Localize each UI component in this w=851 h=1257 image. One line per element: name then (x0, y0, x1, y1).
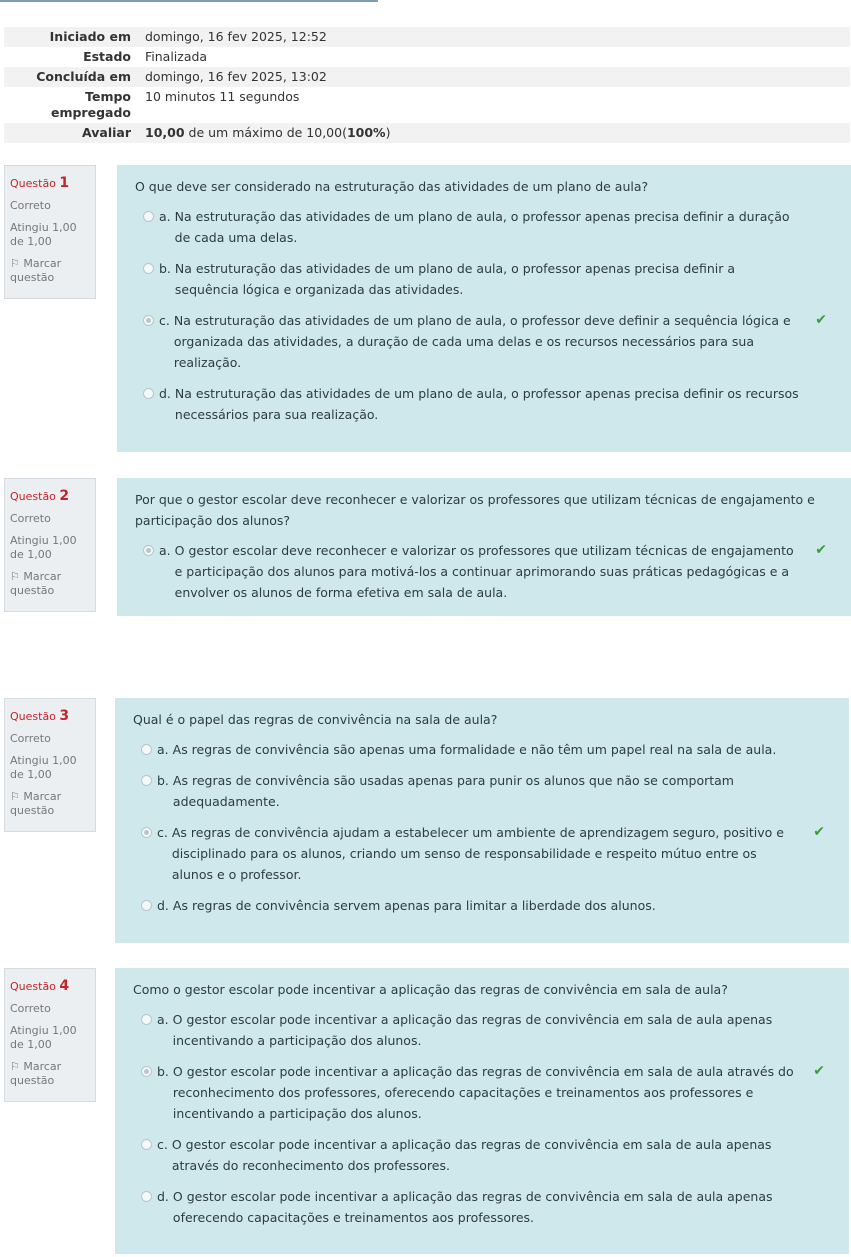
flag-icon: ⚐ (10, 570, 20, 583)
question-text: Por que o gestor escolar deve reconhecer e valorizar os professores que utilizam técnicas de engajamento e participação dos alunos? (135, 492, 815, 528)
summary-label: Iniciado em (49, 29, 131, 44)
summary-label: Tempo empregado (50, 89, 131, 120)
summary-value: domingo, 16 fev 2025, 13:02 (145, 69, 327, 84)
question-grade: Atingiu 1,00 de 1,00 (10, 1024, 77, 1051)
radio-button[interactable] (143, 263, 154, 274)
summary-label: Concluída em (36, 69, 131, 84)
summary-value: Finalizada (145, 49, 208, 64)
radio-button[interactable] (141, 1139, 152, 1150)
answer-option-selected[interactable]: a. O gestor escolar deve reconhecer e valorizar os professores que utilizam técnicas de engajamento e participação dos alunos para motivá-los a continuar aprimorando suas práticas pedagógicas e a envolver os alunos de forma efetiva em sala de aula. ✔ (135, 540, 837, 603)
flag-icon: ⚐ (10, 257, 20, 270)
correct-check-icon: ✔ (815, 312, 827, 328)
question-state: Correto (10, 512, 51, 525)
flag-question-button[interactable]: ⚐ Marcar questão (10, 1060, 62, 1087)
question-info (4, 165, 96, 299)
grade-close: ) (385, 125, 391, 140)
summary-value: 10 minutos 11 segundos (145, 89, 300, 104)
question-number: Questão 4 (10, 978, 70, 994)
question-text: O que deve ser considerado na estruturação das atividades de um plano de aula? (135, 179, 649, 194)
summary-label: Avaliar (82, 125, 131, 140)
attempt-summary (4, 27, 850, 143)
summary-label: Estado (83, 49, 131, 64)
question-number: Questão 3 (10, 708, 70, 724)
question-content (115, 698, 849, 943)
radio-button-checked[interactable] (143, 545, 154, 556)
summary-row-time (4, 87, 850, 123)
question-text: Como o gestor escolar pode incentivar a aplicação das regras de convivência em sala de aula? (133, 982, 728, 997)
answer-option[interactable]: a. Na estruturação das atividades de um plano de aula, o professor apenas precisa definir a duração de cada uma delas. (135, 206, 837, 248)
question-info (4, 478, 96, 612)
summary-value (131, 123, 850, 143)
radio-button[interactable] (141, 900, 152, 911)
summary-row-grade (4, 123, 850, 143)
grade-percent: 100% (346, 125, 386, 140)
question-number: Questão 2 (10, 488, 70, 504)
radio-button[interactable] (141, 1191, 152, 1202)
question-info (4, 698, 96, 832)
question-state: Correto (10, 1002, 51, 1015)
answer-option[interactable]: d. As regras de convivência servem apenas para limitar a liberdade dos alunos. (133, 895, 835, 916)
answer-option-selected[interactable]: c. As regras de convivência ajudam a estabelecer um ambiente de aprendizagem seguro, positivo e disciplinado para os alunos, criando um senso de responsabilidade e respeito mútuo entre os alunos e o professor. ✔ (133, 822, 835, 885)
flag-question-button[interactable]: ⚐ Marcar questão (10, 570, 62, 597)
question-grade: Atingiu 1,00 de 1,00 (10, 221, 77, 248)
answer-option[interactable]: a. O gestor escolar pode incentivar a aplicação das regras de convivência em sala de aula apenas incentivando a participação dos alunos. (133, 1009, 835, 1051)
summary-row-state (4, 47, 850, 67)
summary-row-completed (4, 67, 850, 87)
grade-value: 10,00 (145, 125, 185, 140)
answer-option[interactable]: d. Na estruturação das atividades de um plano de aula, o professor apenas precisa definir os recursos necessários para sua realização. (135, 383, 837, 425)
question-content (115, 968, 849, 1254)
flag-icon: ⚐ (10, 790, 20, 803)
question-grade: Atingiu 1,00 de 1,00 (10, 754, 77, 781)
summary-row-started (4, 27, 850, 47)
question-state: Correto (10, 199, 51, 212)
top-divider (0, 0, 378, 2)
question-content (117, 478, 851, 616)
radio-button[interactable] (143, 211, 154, 222)
grade-suffix: de um máximo de 10,00( (184, 125, 347, 140)
radio-button[interactable] (143, 388, 154, 399)
question-number: Questão 1 (10, 175, 70, 191)
answer-option[interactable]: b. Na estruturação das atividades de um plano de aula, o professor apenas precisa definir a sequência lógica e organizada das atividades. (135, 258, 837, 300)
radio-button[interactable] (141, 744, 152, 755)
radio-button-checked[interactable] (143, 315, 154, 326)
question-info (4, 968, 96, 1102)
question-content (117, 165, 851, 452)
answer-option-selected[interactable]: b. O gestor escolar pode incentivar a aplicação das regras de convivência em sala de aula através do reconhecimento dos professores, oferecendo capacitações e treinamentos aos professores e incentivando a participação dos alunos. ✔ (133, 1061, 835, 1124)
answer-option[interactable]: d. O gestor escolar pode incentivar a aplicação das regras de convivência em sala de aula apenas oferecendo capacitações e treinamentos aos professores. (133, 1186, 835, 1228)
question-grade: Atingiu 1,00 de 1,00 (10, 534, 77, 561)
correct-check-icon: ✔ (815, 542, 827, 558)
flag-question-button[interactable]: ⚐ Marcar questão (10, 790, 62, 817)
radio-button[interactable] (141, 775, 152, 786)
summary-value: domingo, 16 fev 2025, 12:52 (145, 29, 327, 44)
radio-button-checked[interactable] (141, 1066, 152, 1077)
answer-option-selected[interactable]: c. Na estruturação das atividades de um plano de aula, o professor deve definir a sequência lógica e organizada das atividades, a duração de cada uma delas e os recursos necessários para sua realização. ✔ (135, 310, 837, 373)
correct-check-icon: ✔ (813, 1063, 825, 1079)
correct-check-icon: ✔ (813, 824, 825, 840)
answer-option[interactable]: c. O gestor escolar pode incentivar a aplicação das regras de convivência em sala de aula apenas através do reconhecimento dos professores. (133, 1134, 835, 1176)
radio-button-checked[interactable] (141, 827, 152, 838)
radio-button[interactable] (141, 1014, 152, 1025)
flag-icon: ⚐ (10, 1060, 20, 1073)
answer-option[interactable]: a. As regras de convivência são apenas uma formalidade e não têm um papel real na sala de aula. (133, 739, 835, 760)
flag-question-button[interactable]: ⚐ Marcar questão (10, 257, 62, 284)
question-state: Correto (10, 732, 51, 745)
question-text: Qual é o papel das regras de convivência na sala de aula? (133, 712, 498, 727)
answer-option[interactable]: b. As regras de convivência são usadas apenas para punir os alunos que não se comportam adequadamente. (133, 770, 835, 812)
